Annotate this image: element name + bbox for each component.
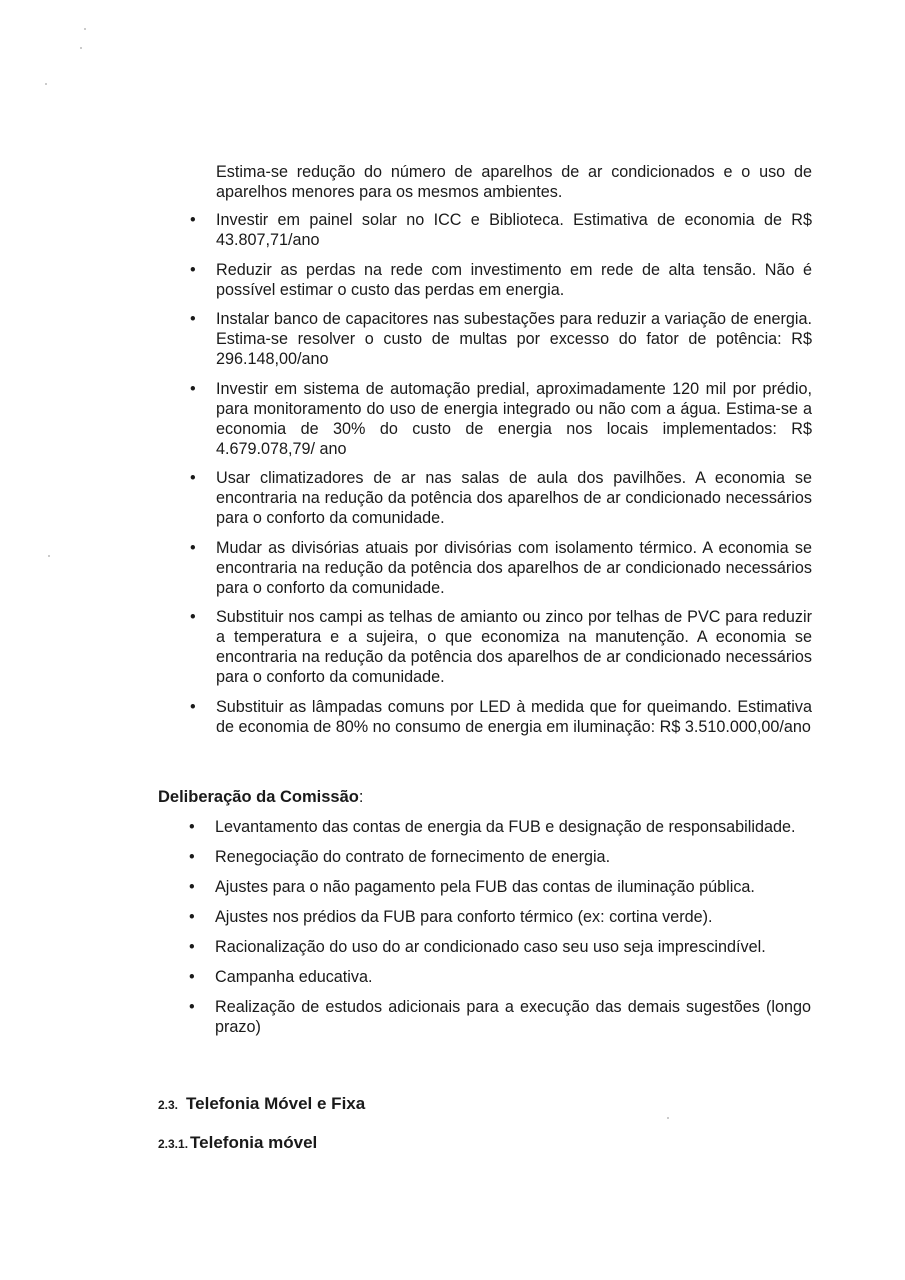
subsection-number: 2.3.1. [158, 1137, 189, 1151]
intro-paragraph: Estima-se redução do número de aparelhos de ar condicionados e o uso de aparelhos menores para os mesmos ambientes. [216, 163, 812, 201]
subsection-title: Telefonia móvel [190, 1133, 318, 1152]
list-item-text: Reduzir as perdas na rede com investimento em rede de alta tensão. Não é possível estimar o custo das perdas em energia. [216, 260, 812, 299]
list-item-text: Racionalização do uso do ar condicionado caso seu uso seja imprescindível. [215, 938, 766, 956]
list-item-text: Renegociação do contrato de fornecimento de energia. [215, 848, 611, 866]
list-item [189, 877, 811, 897]
scan-speck [45, 83, 47, 85]
scan-speck [84, 28, 86, 30]
list-item [189, 967, 811, 987]
scan-speck [48, 555, 50, 557]
bullet-icon: • [190, 379, 196, 398]
list-item [189, 907, 811, 927]
list-item [190, 309, 812, 369]
list-item [189, 997, 811, 1037]
bullet-icon: • [189, 878, 195, 896]
bullet-icon: • [190, 211, 196, 229]
list-item [189, 817, 811, 837]
deliberation-list [189, 817, 811, 1047]
list-item-text: Ajustes nos prédios da FUB para conforto térmico (ex: cortina verde). [215, 908, 713, 926]
deliberation-heading-text: Deliberação da Comissão [158, 788, 359, 806]
list-item [190, 468, 812, 528]
list-item-text: Substituir as lâmpadas comuns por LED à medida que for queimando. Estimativa de economia de 80% no consumo de energia em iluminação: R$ 3.510.000,00/ano [216, 697, 812, 736]
bullet-icon: • [190, 310, 196, 328]
bullet-icon: • [189, 998, 195, 1016]
bullet-icon: • [190, 469, 196, 487]
list-item-text: Investir em sistema de automação predial, aproximadamente 120 mil por prédio, para monitoramento do uso de energia integrado ou não com a água. Estima-se a economia de 30% do custo de energia nos locais implementados: R$ 4.679.078,79/ ano [216, 379, 812, 458]
list-item-text: Investir em painel solar no ICC e Biblioteca. Estimativa de economia de R$ 43.807,71/ano [216, 211, 812, 249]
bullet-icon: • [189, 818, 195, 836]
section-heading [158, 1094, 365, 1114]
list-item [190, 379, 812, 459]
bullet-icon: • [189, 848, 195, 866]
scan-speck [80, 47, 82, 49]
bullet-icon: • [190, 697, 196, 716]
list-item-text: Instalar banco de capacitores nas subestações para reduzir a variação de energia. Estima-se resolver o custo de multas por excesso do fator de potência: R$ 296.148,00/ano [216, 310, 812, 368]
list-item [190, 538, 812, 598]
list-item-text: Substituir nos campi as telhas de amianto ou zinco por telhas de PVC para reduzir a temperatura e a sujeira, o que economiza na manutenção. A economia se encontraria na redução da potência dos aparelhos de ar condicionado necessários para o conforto da comunidade. [216, 608, 812, 686]
bullet-icon: • [189, 968, 195, 986]
subsection-heading [158, 1133, 317, 1153]
list-item-text: Realização de estudos adicionais para a execução das demais sugestões (longo prazo) [215, 998, 811, 1036]
bullet-icon: • [189, 908, 195, 926]
bullet-icon: • [190, 608, 196, 626]
list-item-text: Levantamento das contas de energia da FUB e designação de responsabilidade. [215, 818, 796, 836]
list-item [190, 260, 812, 300]
list-item [189, 847, 811, 867]
list-item [190, 607, 812, 687]
deliberation-heading-colon: : [358, 788, 364, 806]
list-item-text: Campanha educativa. [215, 968, 373, 986]
bullet-icon: • [189, 938, 195, 956]
list-item [190, 697, 812, 737]
suggestions-list [190, 210, 812, 746]
list-item-text: Mudar as divisórias atuais por divisórias com isolamento térmico. A economia se encontraria na redução da potência dos aparelhos de ar condicionado necessários para o conforto da comunidade. [216, 538, 812, 597]
bullet-icon: • [190, 260, 196, 279]
list-item [190, 210, 812, 250]
list-item-text: Ajustes para o não pagamento pela FUB das contas de iluminação pública. [215, 878, 755, 896]
section-number: 2.3. [158, 1098, 179, 1112]
list-item [189, 937, 811, 957]
bullet-icon: • [190, 538, 196, 557]
deliberation-heading [158, 788, 363, 807]
list-item-text: Usar climatizadores de ar nas salas de aula dos pavilhões. A economia se encontraria na redução da potência dos aparelhos de ar condicionado necessários para o conforto da comunidade. [216, 469, 812, 527]
scan-speck [667, 1117, 669, 1119]
section-title: Telefonia Móvel e Fixa [186, 1094, 366, 1113]
